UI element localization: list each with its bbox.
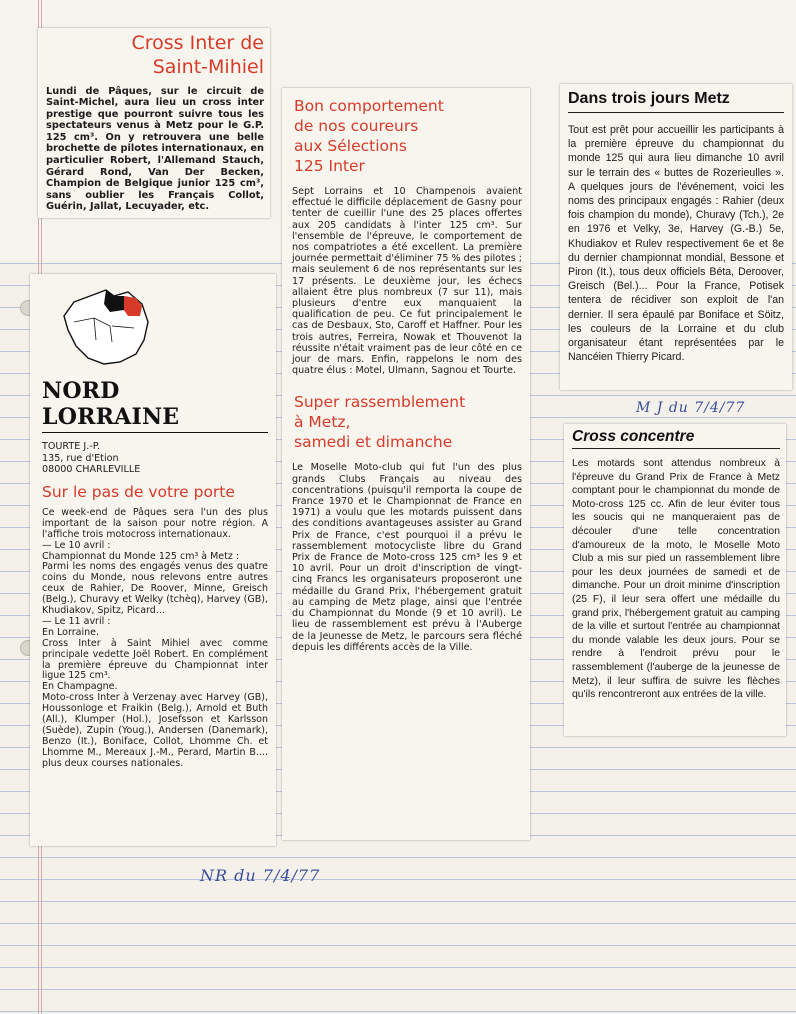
clipping-title: 125 Inter <box>294 157 365 175</box>
clipping-title: Saint-Mihiel <box>152 55 264 78</box>
clipping-body: Sept Lorrains et 10 Champenois avaient effectué le difficile déplacement de Gasny pour tenter de cueillir l'une des 25 places offertes aux 205 candidats à l'inter 125 cm³. Sur l'ensemble de l'épreuve, le comportement de nos compatriotes a été excellent. La première journée permettait d'éliminer 75 % des pilotes ; mais seulement 6 de nos représentants sur les 17 présents. Le deuxième jour, les échecs allaient être plus nombreux (7 sur 11), mais plusieurs d'entre eux manquaient la qualification de peu. Ce fut principalement le cas de Desbaux, Sto, Caroff et Haffner. Pour les trois autres, Ferreira, Nowak et Thouvenot la réussite n'était vraiment pas de leur côté en ce jour de mars. Enfin, rappelons le nom des quatre élus : Motel, Ulmann, Sagnou et Tourte. <box>292 186 522 377</box>
author-address: 135, rue d'Etion <box>42 452 119 464</box>
clipping-title: samedi et dimanche <box>294 433 453 452</box>
clipping-title: Super rassemblement <box>294 393 466 412</box>
clipping-subtitle: Sur le pas de votre porte <box>42 482 235 501</box>
clipping-cross-concentre <box>564 424 786 736</box>
clipping-title: de nos coureurs <box>294 117 419 135</box>
clipping-title: à Metz, <box>294 413 351 432</box>
clipping-bon-comportement <box>282 88 530 840</box>
handwritten-date-note: M J du 7/4/77 <box>636 400 746 416</box>
clipping-title: Cross concentre <box>572 428 695 445</box>
clipping-title: aux Sélections <box>294 137 407 155</box>
clipping-nord-lorraine <box>30 274 276 846</box>
clipping-title: Cross Inter de <box>131 32 264 54</box>
author-name: TOURTE J.-P. <box>42 441 101 452</box>
section-heading: NORD LORRAINE <box>42 378 180 430</box>
clipping-title: Bon comportement <box>294 97 444 115</box>
clipping-body: Le Moselle Moto-club qui fut l'un des plus grands Clubs Français au niveau des concentrations (puisqu'il remporta la coupe de France 1970 et le Championnat de France en 1971) a voulu que les motards puissent dans des conditions avantageuses assister au Grand Prix de France, c'est pourquoi il a prévu le rassemblement motocycliste libre du Grand Prix de France de Moto-cross 125 cm³ les 9 et 10 avril. Pour un droit d'inscription de vingt-cinq Francs les organisateurs proposeront une médaille du Grand Prix, l'hébergement gratuit au camping de Metz plage, ainsi que l'entrée du Championnat du Monde (9 et 10 avril). Le lieu de rassemblement est prévu à l'Auberge de la Jeunesse de Metz, le parcours sera fléché depuis les différents accès de la Ville. <box>292 462 522 653</box>
clipping-body: Ce week-end de Pâques sera l'un des plus important de la saison pour notre région. A l'affiche trois motocross internationaux. — Le 10 avril : Championnat du Monde 125 cm³ à Metz : Parmi les noms des engagés venus des quatre coins du Monde, nous relevons entre autres ceux de Rahier, De Roover, Minne, Greisch (Belg.), Churavy et Welky (tchèq), Harvey (GB), Khudiakov, Spitz, Picard... — Le 11 avril : En Lorraine. Cross Inter à Saint Mihiel avec comme principale vedette Joël Robert. En complément la première épreuve du Championnat inter ligue 125 cm³. En Champagne. Moto-cross Inter à Verzenay avec Harvey (GB), Houssonloge et Fraikin (Belg.), Arnold et Buth (All.), Klumper (Hol.), Josefsson et Karlsson (Suède), Zupin (Youg.), Andersen (Danemark), Benzo (It.), Boniface, Collot, Lhomme Ch. et Lhomme M., Mereaux J.-M., Perard, Martin B.... plus deux courses nationales. <box>42 506 268 769</box>
title-rule <box>572 448 780 449</box>
clipping-body: Lundi de Pâques, sur le circuit de Saint-Michel, aura lieu un cross inter prestige que pourront suivre tous les spectateurs venus à Metz pour le G.P. 125 cm³. On y retrouvera une belle brochette de pilotes internationaux, en particulier Robert, l'Allemand Stauch, Gérard Rond, Van Der Becken, Champion de Belgique junior 125 cm³, sans oublier les Français Collot, Guérin, Jallat, Lecuyader, etc. <box>46 85 264 213</box>
heading-rule <box>42 432 268 433</box>
clipping-cross-inter-saint-mihiel <box>38 28 270 218</box>
clipping-body: Tout est prêt pour accueillir les participants à la première épreuve du championnat du monde 125 qui aura lieu dimanche 10 avril sur le terrain des « buttes de Rozerieulles ». A quelques jours de l'événement, voici les noms des principaux engagés : Rahier (deux fois champion du monde), Churavy (Tch.), 2e en 1976 et Velky, 3e, Harvey (G.-B.) 5e, Khudiakov et Rulev respectivement 6e et 8e du dernier championnat mondial, Bessone et Piron (It.), tous deux officiels Béta, Deroover, Greisch (Bel.)... Pour la France, Potisek tentera de récidiver son exploit de l'an dernier. Il sera épaulé par Boniface et Söitz, les couleurs de la Lorraine et du club organisateur étant représentées par le Nancéien Thierry Picard. <box>568 124 784 364</box>
author-city: 08000 CHARLEVILLE <box>42 464 141 475</box>
clipping-body: Les motards sont attendus nombreux à l'épreuve du Grand Prix de France à Metz comptant pour le championnat du monde de Moto-cross 125 cc. Afin de leur éviter tous les soucis qui ne manqueraient pas de découler d'une telle concentration d'amoureux de la moto, le Moselle Moto Club a mis sur pied un rassemblement libre pour les deux journées de samedi et de dimanche. Pour un droit minime d'inscription (25 F), il leur sera offert une médaille du grand prix, l'hébergement gratuit au camping de la ville et surtout l'entrée au championnat du monde valable les deux jours. Pour se rendre à l'endroit prévu pour le rassemblement (l'auberge de la jeunesse de Metz), il leur suffira de suivre les flèches qu'ils rencontreront aux entrées de la ville. <box>572 458 780 701</box>
clipping-dans-trois-jours-metz <box>560 84 792 390</box>
title-rule <box>568 112 784 113</box>
handwritten-date-note: NR du 7/4/77 <box>200 866 321 885</box>
clipping-title: Dans trois jours Metz <box>568 90 730 107</box>
france-map-icon <box>54 282 164 370</box>
clipping-super-rassemblement <box>294 392 522 452</box>
